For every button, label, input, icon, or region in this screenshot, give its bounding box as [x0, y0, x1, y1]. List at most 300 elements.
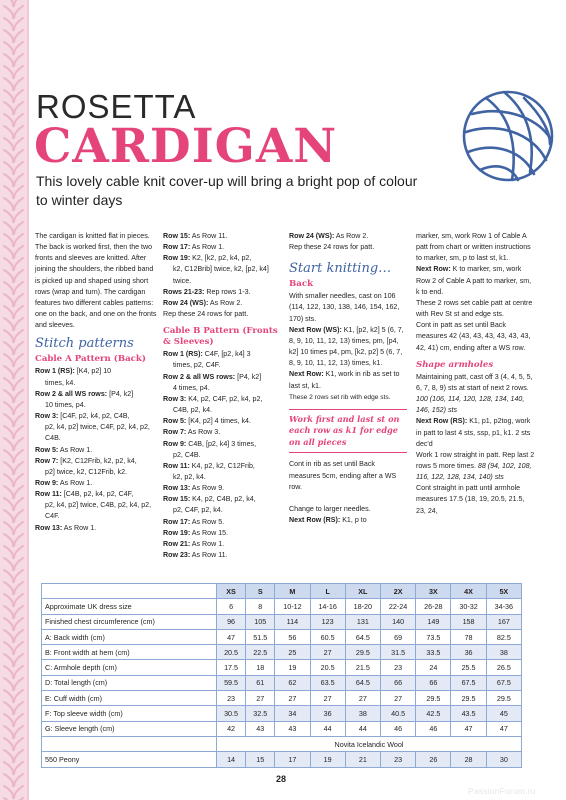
table-cell: 33.5	[416, 645, 451, 660]
knit-stitch	[4, 426, 13, 438]
table-cell: 29.5	[451, 691, 486, 706]
knit-stitch	[4, 90, 13, 102]
table-cell: 43	[246, 721, 275, 736]
table-corner	[42, 584, 217, 599]
yarn-ball-icon	[446, 76, 556, 196]
knit-stitch	[14, 390, 23, 402]
knit-stitch	[4, 726, 13, 738]
subtitle: This lovely cable knit cover-up will bring a bright pop of colour to winter days	[36, 173, 418, 208]
pattern-row: Row 15: As Row 11.	[163, 232, 228, 240]
pattern-row-continued: p2, k4, p2] twice, C4B, p2, k4, p2, C4F.	[45, 501, 152, 521]
table-cell: 27	[310, 691, 345, 706]
table-cell: 45	[486, 706, 521, 721]
pattern-row-continued: k2, C12Brib] twice, k2, [p2, k4] twice.	[173, 265, 269, 285]
table-row	[42, 691, 522, 706]
row-label: B: Front width at hem (cm)	[42, 645, 217, 660]
knit-stitch	[4, 450, 13, 462]
table-cell: 69	[380, 629, 415, 644]
size-header: 2X	[380, 584, 415, 599]
knit-stitch	[14, 222, 23, 234]
pattern-row-continued: 4 times, p4.	[173, 383, 210, 392]
knit-stitch	[14, 738, 23, 750]
row-label: D: Total length (cm)	[42, 675, 217, 690]
knit-stitch	[14, 102, 23, 114]
knit-stitch	[4, 582, 13, 594]
table-cell: 25.5	[451, 660, 486, 675]
knit-stitch	[4, 438, 13, 450]
size-header: M	[275, 584, 310, 599]
table-cell: 59.5	[217, 675, 246, 690]
pattern-row: Row 21: As Row 1.	[163, 539, 225, 548]
knit-stitch	[4, 558, 13, 570]
knit-stitch	[14, 486, 23, 498]
table-cell: 62	[275, 675, 310, 690]
knit-stitch	[4, 18, 13, 30]
knit-stitch	[14, 18, 23, 30]
table-cell: 47	[451, 721, 486, 736]
table-row	[42, 645, 522, 660]
knit-stitch	[4, 150, 13, 162]
knit-stitch	[4, 114, 13, 126]
edge-stitch-tip: Work first and last st on each row as k1 for edge on all pieces	[289, 409, 407, 454]
knit-border-decoration	[0, 0, 27, 800]
knit-stitch	[14, 210, 23, 222]
table-cell: 27	[246, 691, 275, 706]
knit-stitch	[14, 126, 23, 138]
table-row	[42, 660, 522, 675]
pattern-row: Row 2 & all WS rows: [P4, k2]	[35, 389, 134, 398]
knit-stitch	[4, 30, 13, 42]
knit-stitch	[14, 6, 23, 18]
table-row	[42, 629, 522, 644]
table-cell: 26.5	[486, 660, 521, 675]
table-cell: 31.5	[380, 645, 415, 660]
pattern-row: Rows 21-23: Rep rows 1-3.	[163, 287, 251, 296]
knit-stitch	[4, 126, 13, 138]
pattern-row-continued: times, p2, C4F.	[173, 361, 221, 370]
table-cell: 23	[217, 691, 246, 706]
title-line-1: ROSETTA	[36, 88, 197, 125]
table-cell: 36	[310, 706, 345, 721]
knit-stitch	[4, 246, 13, 258]
column-2	[163, 231, 285, 561]
table-cell: 14	[217, 752, 246, 767]
table-cell: 17	[275, 752, 310, 767]
table-cell: 64.5	[345, 629, 380, 644]
table-cell: 73.5	[416, 629, 451, 644]
knit-stitch-pattern	[0, 0, 27, 800]
knit-stitch	[4, 210, 13, 222]
back-next-row-ws: Next Row: K to marker, sm, work Row 2 of Cable A patt to marker, sm, k to end.	[416, 265, 532, 296]
pattern-row: Row 23: As Row 11.	[163, 551, 228, 560]
table-cell: 123	[310, 614, 345, 629]
knit-stitch	[14, 0, 23, 6]
table-cell: 140	[380, 614, 415, 629]
knit-stitch	[4, 198, 13, 210]
knit-stitch	[14, 294, 23, 306]
row-label: C: Armhole depth (cm)	[42, 660, 217, 675]
armhole-next-row: Next Row (RS): K1, p1, p2tog, work in patt to last 4 sts, ssp, p1, k1. 2 sts dec'd	[416, 417, 531, 448]
column-4	[416, 231, 536, 517]
knit-stitch	[4, 666, 13, 678]
stitch-patterns-heading: Stitch patterns	[35, 336, 134, 352]
table-cell: 26	[416, 752, 451, 767]
table-cell: 14-16	[310, 599, 345, 614]
knit-stitch	[4, 570, 13, 582]
table-cell: 40.5	[380, 706, 415, 721]
pattern-row-continued: p2, k4, p2] twice, C4F, p2, k4, p2, C4B.	[45, 423, 150, 443]
column-3	[289, 231, 407, 526]
knit-stitch	[4, 186, 13, 198]
knit-stitch	[4, 402, 13, 414]
knit-stitch	[4, 774, 13, 786]
cable-b-repeat: Rep these 24 rows for patt.	[289, 243, 375, 252]
table-cell: 61	[246, 675, 275, 690]
back-length: Cont in patt as set until Back measures 42 (43, 43, 43, 43, 43, 43, 42, 41) cm, ending after a WS row.	[416, 321, 531, 352]
knit-stitch	[14, 270, 23, 282]
knit-stitch	[14, 762, 23, 774]
cable-a-heading: Cable A Pattern (Back)	[35, 354, 146, 365]
pattern-row: Row 1 (RS): [K4, p2] 10	[35, 367, 112, 376]
knit-stitch	[14, 570, 23, 582]
knit-stitch	[14, 666, 23, 678]
knit-stitch	[4, 330, 13, 342]
knit-stitch	[14, 306, 23, 318]
knit-stitch	[4, 414, 13, 426]
knit-stitch	[4, 630, 13, 642]
knit-stitch	[4, 690, 13, 702]
knit-stitch	[14, 786, 23, 798]
table-cell: 30.5	[217, 706, 246, 721]
size-header: 3X	[416, 584, 451, 599]
size-header: XS	[217, 584, 246, 599]
knit-stitch	[4, 222, 13, 234]
knit-stitch	[4, 750, 13, 762]
table-cell: 19	[310, 752, 345, 767]
table-cell: 34	[275, 706, 310, 721]
pattern-row: Row 24 (WS): As Row 2.	[163, 298, 243, 307]
knit-stitch	[14, 642, 23, 654]
knit-stitch	[4, 390, 13, 402]
knit-stitch	[14, 678, 23, 690]
table-cell: 21	[345, 752, 380, 767]
pattern-row: Row 17: As Row 1.	[163, 243, 225, 252]
pattern-row-continued: C4B, p2, k4.	[173, 406, 213, 415]
table-cell: 20.5	[310, 660, 345, 675]
shape-armholes-heading: Shape armholes	[416, 359, 494, 370]
pattern-row: Row 3: [C4F, p2, k4, p2, C4B,	[35, 412, 130, 421]
knit-stitch	[14, 594, 23, 606]
table-cell: 23	[380, 752, 415, 767]
knit-stitch	[14, 510, 23, 522]
table-cell: 46	[416, 721, 451, 736]
knit-stitch	[4, 378, 13, 390]
table-cell: 149	[416, 614, 451, 629]
pattern-row: Row 5: [K4, p2] 4 times, k4.	[163, 417, 251, 426]
back-cast-on: With smaller needles, cast on 106 (114, 122, 130, 138, 146, 154, 162, 170) sts.	[289, 292, 400, 323]
row-label: E: Cuff width (cm)	[42, 691, 217, 706]
knit-stitch	[14, 702, 23, 714]
table-cell: 47	[217, 629, 246, 644]
knit-stitch	[14, 342, 23, 354]
intro-paragraph: The cardigan is knitted flat in pieces. The back is worked first, then the two fronts and sleeves are knitted. After joining the shoulders, the ribbed band is picked up and shaped using short rows (wrap and turn). The cardigan features two different cables patterns: one on the back, and one on the fronts and sleeves.	[35, 232, 157, 330]
knit-stitch	[4, 54, 13, 66]
table-cell: 60.5	[310, 629, 345, 644]
cable-setup-note: These 2 rows set cable patt at centre with Rev St st and edge sts.	[416, 298, 533, 319]
knit-stitch	[14, 714, 23, 726]
table-row	[42, 721, 522, 736]
knit-stitch	[14, 30, 23, 42]
cable-a-setup: marker, sm, work Row 1 of Cable A patt from chart or written instructions to marker, sm, p to last st, k1.	[416, 232, 531, 263]
table-cell: 47	[486, 721, 521, 736]
knit-stitch	[14, 282, 23, 294]
table-cell: 51.5	[246, 629, 275, 644]
back-next-row-1: Next Row (WS): K1, [p2, k2] 5 (6, 7, 8, 9, 10, 11, 12, 13) times, pm, [p4, k2] 10 times p4, pm, [k2, p2] 5 (6, 7, 8, 9, 10, 11, 12, 13) times, k1.	[289, 325, 404, 368]
back-rib-length: Cont in rib as set until Back measures 5cm, ending after a WS row.	[289, 460, 397, 491]
knit-stitch	[4, 282, 13, 294]
size-header: 4X	[451, 584, 486, 599]
table-cell: 36	[451, 645, 486, 660]
table-cell: 44	[345, 721, 380, 736]
knit-stitch	[4, 366, 13, 378]
pattern-row-continued: 10 times, p4.	[45, 400, 86, 409]
cable-b-row-24: Row 24 (WS): As Row 2.	[289, 232, 369, 240]
table-cell: 27	[380, 691, 415, 706]
knit-stitch	[14, 318, 23, 330]
knit-stitch	[4, 474, 13, 486]
knit-stitch	[14, 654, 23, 666]
table-cell: 131	[345, 614, 380, 629]
yarn-quantity-row	[42, 752, 522, 767]
table-cell: 30-32	[451, 599, 486, 614]
table-cell: 15	[246, 752, 275, 767]
yarn-heading: Novita Icelandic Wool	[217, 736, 522, 751]
table-cell: 8	[246, 599, 275, 614]
knit-stitch	[14, 498, 23, 510]
pattern-row: Row 17: As Row 5.	[163, 517, 225, 526]
pattern-row: Row 11: [C4B, p2, k4, p2, C4F,	[35, 490, 134, 499]
change-needles: Change to larger needles.	[289, 504, 371, 513]
knit-stitch	[14, 42, 23, 54]
pattern-row: Row 7: [K2, C12Frib, k2, p2, k4,	[35, 456, 137, 465]
knit-stitch	[4, 498, 13, 510]
row-label: G: Sleeve length (cm)	[42, 721, 217, 736]
knit-stitch	[14, 462, 23, 474]
pattern-row: Row 19: K2, [k2, p2, k4, p2,	[163, 254, 252, 263]
pattern-row-continued: k2, p2, k4.	[173, 472, 206, 481]
pattern-row: Row 13: As Row 9.	[163, 484, 225, 493]
knit-stitch	[14, 522, 23, 534]
knit-stitch	[14, 150, 23, 162]
table-cell: 63.5	[310, 675, 345, 690]
knit-stitch	[4, 642, 13, 654]
cable-b-rows	[163, 349, 285, 561]
row-label: Approximate UK dress size	[42, 599, 217, 614]
knit-stitch	[14, 618, 23, 630]
table-cell: 66	[380, 675, 415, 690]
pattern-row: Row 9: As Row 1.	[35, 478, 93, 487]
knit-stitch	[4, 66, 13, 78]
knit-stitch	[14, 402, 23, 414]
table-cell: 38	[486, 645, 521, 660]
knit-stitch	[14, 198, 23, 210]
pattern-row-continued: p2] twice, k2, C12Frib, k2.	[45, 467, 128, 476]
table-row	[42, 675, 522, 690]
knit-stitch	[14, 186, 23, 198]
knit-stitch	[4, 510, 13, 522]
knit-stitch	[4, 6, 13, 18]
table-cell: 34-36	[486, 599, 521, 614]
page-number: 28	[276, 774, 287, 784]
cable-a-repeat: Rep these 24 rows for patt.	[163, 310, 249, 319]
table-cell: 56	[275, 629, 310, 644]
knit-stitch	[14, 90, 23, 102]
knit-stitch	[4, 294, 13, 306]
pattern-row: Row 15: K4, p2, C4B, p2, k4,	[163, 495, 256, 504]
pattern-row-continued: p2, C4B.	[173, 450, 201, 459]
knit-stitch	[14, 138, 23, 150]
row-label: 550 Peony	[42, 752, 217, 767]
title-line-2: CARDIGAN	[34, 119, 338, 174]
table-cell: 28	[451, 752, 486, 767]
table-cell: 158	[451, 614, 486, 629]
table-cell: 44	[310, 721, 345, 736]
knit-stitch	[4, 462, 13, 474]
size-table-body	[42, 599, 522, 767]
pattern-row: Row 9: C4B, [p2, k4] 3 times,	[163, 439, 257, 448]
knit-stitch	[4, 342, 13, 354]
knit-stitch	[4, 102, 13, 114]
knit-stitch	[4, 714, 13, 726]
knit-stitch	[14, 450, 23, 462]
table-cell: 20.5	[217, 645, 246, 660]
knit-stitch	[4, 78, 13, 90]
knit-stitch	[14, 726, 23, 738]
table-cell: 22.5	[246, 645, 275, 660]
knit-stitch	[4, 234, 13, 246]
table-cell: 96	[217, 614, 246, 629]
knit-stitch	[14, 438, 23, 450]
row-label: A: Back width (cm)	[42, 629, 217, 644]
knit-stitch	[4, 522, 13, 534]
table-cell: 64.5	[345, 675, 380, 690]
knit-stitch	[14, 558, 23, 570]
knit-stitch	[4, 258, 13, 270]
pattern-row: Row 1 (RS): C4F, [p2, k4] 3	[163, 350, 251, 359]
knit-stitch	[14, 114, 23, 126]
table-row	[42, 706, 522, 721]
knit-stitch	[4, 762, 13, 774]
table-cell: 24	[416, 660, 451, 675]
knit-stitch	[14, 54, 23, 66]
knit-stitch	[4, 594, 13, 606]
row-label: F: Top sleeve width (cm)	[42, 706, 217, 721]
knit-stitch	[4, 318, 13, 330]
pattern-row-continued: p2, C4F, p2, k4.	[173, 506, 223, 515]
knit-stitch	[4, 618, 13, 630]
knit-stitch	[4, 702, 13, 714]
knit-stitch	[14, 414, 23, 426]
knit-stitch	[4, 162, 13, 174]
knit-stitch	[14, 354, 23, 366]
yarn-heading-blank	[42, 736, 217, 751]
watermark: PassionForum.ru	[468, 786, 536, 796]
table-cell: 10-12	[275, 599, 310, 614]
table-cell: 6	[217, 599, 246, 614]
table-cell: 29.5	[416, 691, 451, 706]
pattern-row: Row 3: K4, p2, C4F, p2, k4, p2,	[163, 394, 263, 403]
table-cell: 67.5	[486, 675, 521, 690]
knit-stitch	[14, 606, 23, 618]
table-row	[42, 614, 522, 629]
table-cell: 26-28	[416, 599, 451, 614]
table-cell: 67.5	[451, 675, 486, 690]
knit-stitch	[14, 162, 23, 174]
back-next-row-3: Next Row (RS): K1, p to	[289, 516, 367, 524]
knit-stitch	[4, 738, 13, 750]
table-cell: 30	[486, 752, 521, 767]
knit-stitch	[14, 426, 23, 438]
table-cell: 19	[275, 660, 310, 675]
knit-stitch	[14, 774, 23, 786]
cable-a-rows-continued	[163, 231, 285, 309]
knit-stitch	[4, 678, 13, 690]
border-rule	[27, 0, 29, 800]
knit-stitch	[14, 378, 23, 390]
table-cell: 25	[275, 645, 310, 660]
table-cell: 23	[380, 660, 415, 675]
knit-stitch	[14, 534, 23, 546]
size-header: L	[310, 584, 345, 599]
knit-stitch	[14, 750, 23, 762]
table-cell: 43	[275, 721, 310, 736]
knit-stitch	[4, 534, 13, 546]
knit-stitch	[14, 66, 23, 78]
back-heading: Back	[289, 279, 314, 290]
table-cell: 38	[345, 706, 380, 721]
pattern-row: Row 11: K4, p2, k2, C12Frib,	[163, 461, 255, 470]
knit-stitch	[14, 258, 23, 270]
column-1	[35, 231, 158, 534]
knit-stitch	[4, 174, 13, 186]
table-cell: 32.5	[246, 706, 275, 721]
knit-stitch	[4, 606, 13, 618]
knit-stitch	[4, 138, 13, 150]
size-header-row	[42, 584, 522, 599]
knit-stitch	[14, 690, 23, 702]
table-cell: 27	[275, 691, 310, 706]
table-cell: 27	[345, 691, 380, 706]
pattern-row: Row 19: As Row 15.	[163, 528, 229, 537]
table-cell: 22-24	[380, 599, 415, 614]
knit-stitch	[4, 354, 13, 366]
knit-stitch	[4, 786, 13, 798]
table-cell: 167	[486, 614, 521, 629]
table-cell: 42.5	[416, 706, 451, 721]
knit-stitch	[4, 0, 13, 6]
row-label: Finished chest circumference (cm)	[42, 614, 217, 629]
knit-stitch	[14, 474, 23, 486]
table-cell: 78	[451, 629, 486, 644]
back-next-row-2: Next Row: K1, work in rib as set to last st, k1.	[289, 370, 400, 390]
knit-stitch	[4, 306, 13, 318]
table-cell: 82.5	[486, 629, 521, 644]
table-cell: 43.5	[451, 706, 486, 721]
armhole-repeat: Work 1 row straight in patt. Rep last 2 rows 5 more times. 88 (94, 102, 108, 116, 122, 128, 134, 140) sts	[416, 450, 535, 482]
table-cell: 21.5	[345, 660, 380, 675]
knit-stitch	[14, 366, 23, 378]
table-cell: 27	[310, 645, 345, 660]
